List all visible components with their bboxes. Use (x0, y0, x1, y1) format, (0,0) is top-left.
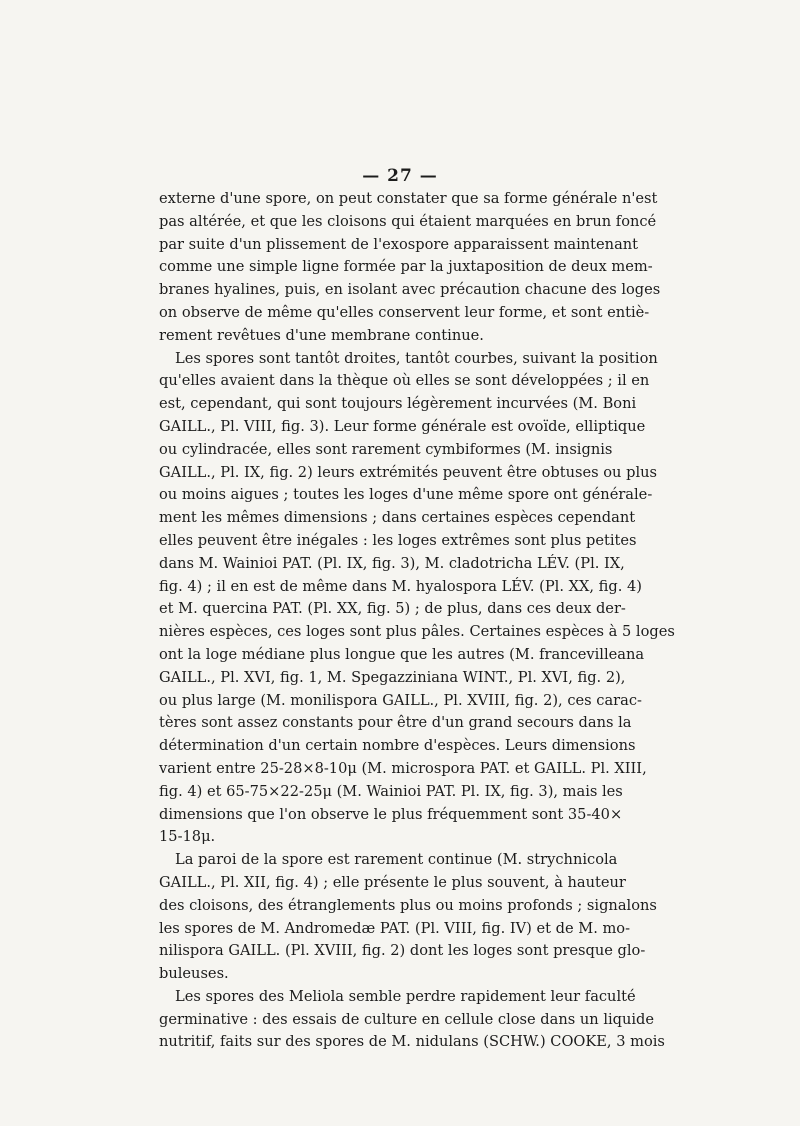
text-line: fig. 4) et 65-75×22-25μ (M. Wainioi PAT. Pl. IX, fig. 3), mais les (159, 782, 623, 800)
text-line: ou moins aigues ; toutes les loges d'une même spore ont générale- (159, 486, 653, 504)
text-line: nières espèces, ces loges sont plus pâles. Certaines espèces à 5 loges (159, 623, 675, 641)
text-line: nutritif, faits sur des spores de M. nidulans (SCHW.) COOKE, 3 mois (159, 1033, 665, 1051)
text-line: rement revêtues d'une membrane continue. (159, 326, 484, 344)
text-line: les spores de M. Andromedæ PAT. (Pl. VIII, fig. IV) et de M. mo- (159, 919, 631, 937)
text-line: pas altérée, et que les cloisons qui étaient marquées en brun foncé (159, 212, 657, 230)
text-line: par suite d'un plissement de l'exospore apparaissent maintenant (159, 235, 639, 253)
text-line: GAILL., Pl. IX, fig. 2) leurs extrémités peuvent être obtuses ou plus (159, 463, 657, 481)
text-line: buleuses. (159, 965, 229, 983)
text-line: ou plus large (M. monilispora GAILL., Pl. XVIII, fig. 2), ces carac- (159, 691, 642, 709)
page-number: — 27 — (362, 166, 438, 186)
body-text (159, 188, 675, 1054)
text-line: des cloisons, des étranglements plus ou moins profonds ; signalons (159, 896, 657, 914)
text-line: nilispora GAILL. (Pl. XVIII, fig. 2) dont les loges sont presque glo- (159, 942, 646, 960)
text-line: qu'elles avaient dans la thèque où elles se sont développées ; il en (159, 372, 650, 390)
text-line: on observe de même qu'elles conservent leur forme, et sont entiè- (159, 303, 650, 321)
text-line: est, cependant, qui sont toujours légèrement incurvées (M. Boni (159, 395, 637, 413)
paragraph-start-line: Les spores sont tantôt droites, tantôt courbes, suivant la position (175, 349, 658, 367)
text-line: fig. 4) ; il en est de même dans M. hyalospora LÉV. (Pl. XX, fig. 4) (159, 577, 642, 595)
text-line: dans M. Wainioi PAT. (Pl. IX, fig. 3), M. cladotricha LÉV. (Pl. IX, (159, 554, 625, 572)
text-line: GAILL., Pl. VIII, fig. 3). Leur forme générale est ovoïde, elliptique (159, 417, 646, 435)
text-line: GAILL., Pl. XII, fig. 4) ; elle présente le plus souvent, à hauteur (159, 873, 626, 891)
text-line: ont la loge médiane plus longue que les autres (M. francevilleana (159, 645, 645, 663)
text-line: ment les mêmes dimensions ; dans certaines espèces cependant (159, 509, 636, 527)
text-line: et M. quercina PAT. (Pl. XX, fig. 5) ; de plus, dans ces deux der- (159, 600, 626, 618)
text-line: branes hyalines, puis, en isolant avec précaution chacune des loges (159, 281, 661, 299)
text-line: germinative : des essais de culture en cellule close dans un liquide (159, 1010, 655, 1028)
paragraph-start-line: Les spores des Meliola semble perdre rapidement leur faculté (175, 987, 636, 1005)
text-line: comme une simple ligne formée par la juxtaposition de deux mem- (159, 258, 653, 276)
text-line: varient entre 25-28×8-10μ (M. microspora PAT. et GAILL. Pl. XIII, (159, 759, 647, 777)
text-line: ou cylindracée, elles sont rarement cymbiformes (M. insignis (159, 440, 613, 458)
text-line: externe d'une spore, on peut constater que sa forme générale n'est (159, 190, 658, 207)
text-line: 15-18μ. (159, 828, 216, 846)
paragraph-start-line: La paroi de la spore est rarement continue (M. strychnicola (175, 851, 618, 869)
text-line: GAILL., Pl. XVI, fig. 1, M. Spegazziniana WINT., Pl. XVI, fig. 2), (159, 668, 626, 686)
text-line: détermination d'un certain nombre d'espèces. Leurs dimensions (159, 737, 636, 755)
text-line: dimensions que l'on observe le plus fréquemment sont 35-40× (159, 805, 623, 823)
text-line: elles peuvent être inégales : les loges extrêmes sont plus petites (159, 531, 637, 549)
text-line: tères sont assez constants pour être d'un grand secours dans la (159, 714, 632, 732)
